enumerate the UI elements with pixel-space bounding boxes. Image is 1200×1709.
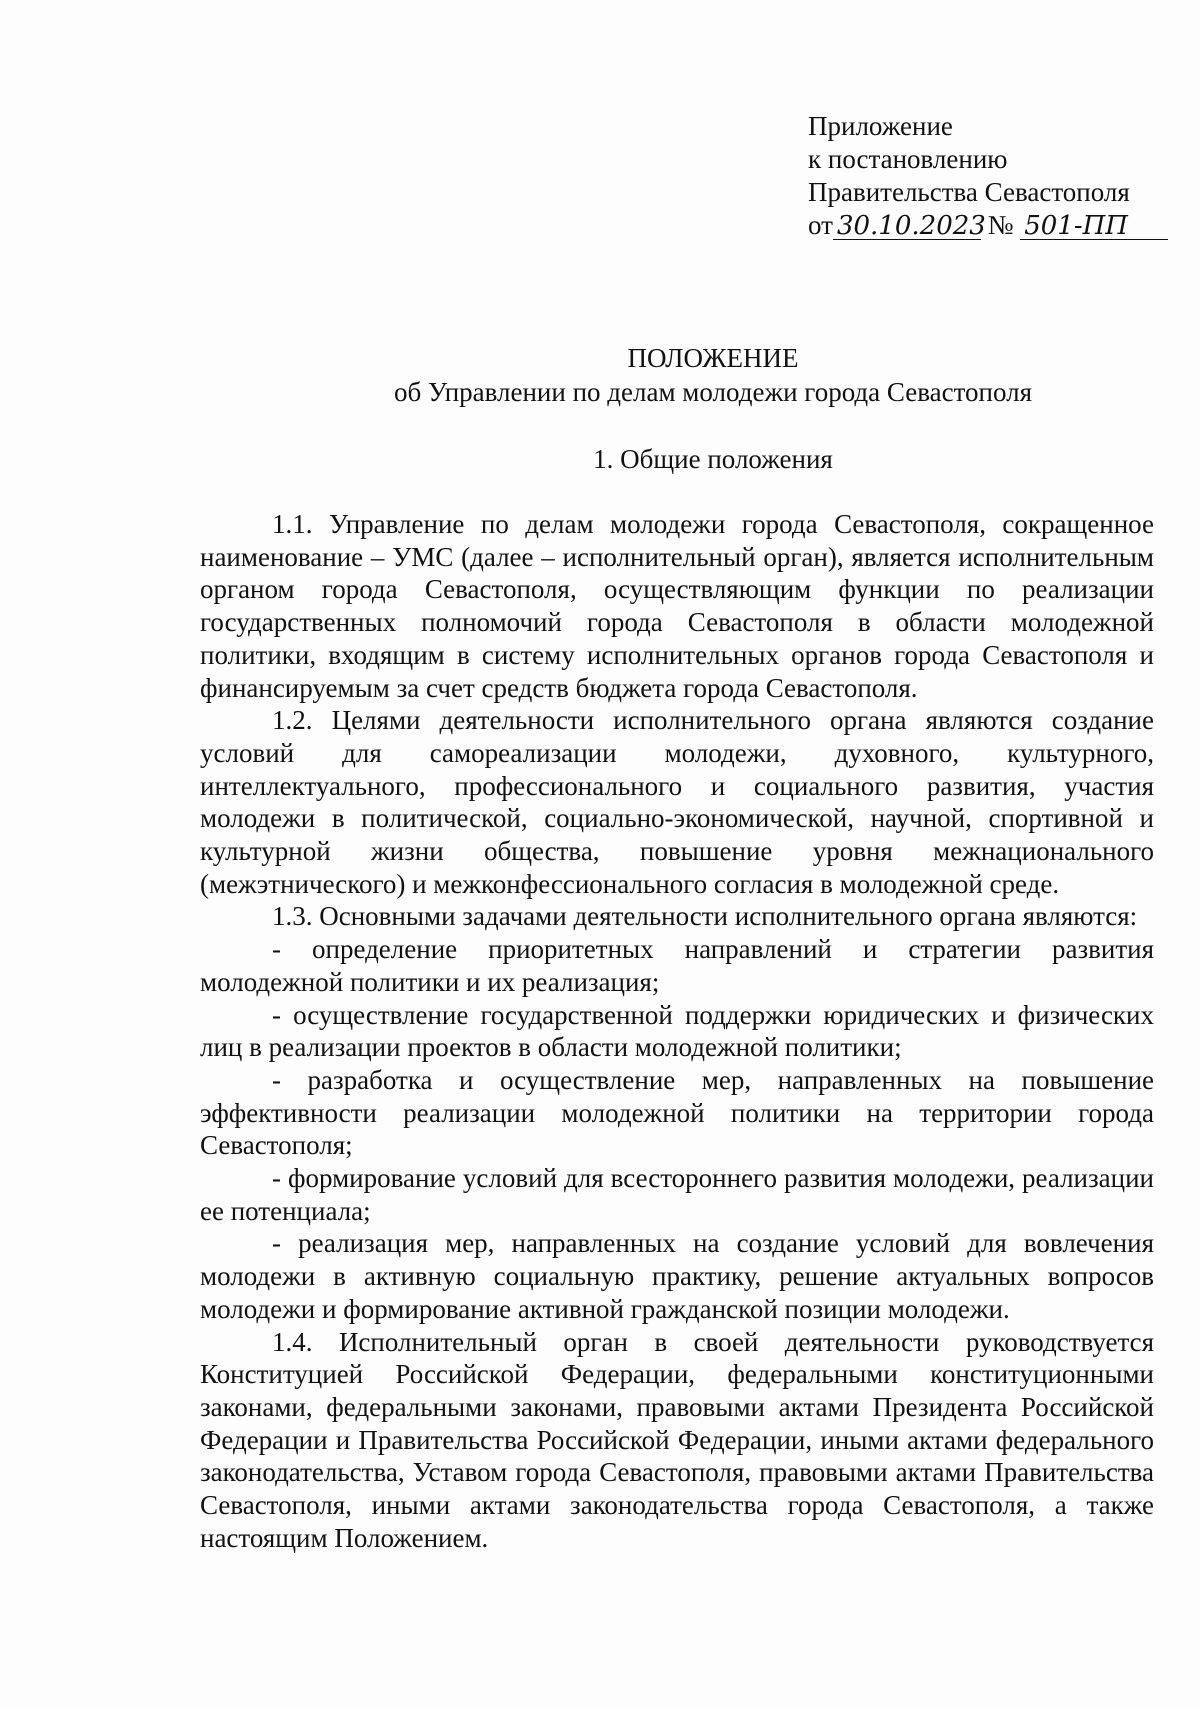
list-item-task-5: - реализация мер, направленных на создание условий для вовлечения молодежи в активную социальную практику, решение актуальных вопросов молодежи и формирование активной гражданской позиции молодежи.: [200, 1228, 1154, 1324]
annex-block: [808, 110, 1168, 242]
paragraph-1-3: 1.3. Основными задачами деятельности исполнительного органа являются:: [272, 901, 1138, 932]
list-item-task-4: - формирование условий для всестороннего развития молодежи, реализации ее потенциала;: [200, 1163, 1154, 1226]
list-item-task-1: - определение приоритетных направлений и стратегии развития молодежной политики и их реализация;: [200, 934, 1154, 997]
document-subtitle: об Управлении по делам молодежи города Севастополя: [393, 377, 1033, 407]
annex-number-label: №: [987, 210, 1014, 240]
list-item-task-2: - осуществление государственной поддержки юридических и физических лиц в реализации проектов в области молодежной политики;: [200, 999, 1154, 1063]
annex-date-number-line: [808, 209, 1168, 242]
annex-handwritten-date: 30.10.2023: [833, 213, 981, 240]
document-title: ПОЛОЖЕНИЕ: [627, 343, 799, 373]
document-body: [200, 508, 1154, 1555]
paragraph-1-4: 1.4. Исполнительный орган в своей деятельности руководствуется Конституцией Российской Федерации, федеральными конституционными законами, федеральными законами, правовыми актами Президента Российской Федерации и Правительства Российской Федерации, иными актами федерального законодательства, Уставом города Севастополя, правовыми актами Правительства Севастополя, иными актами законодательства города Севастополя, а также настоящим Положением.: [200, 1326, 1154, 1553]
annex-line-2: к постановлению: [808, 144, 1008, 174]
annex-line-3: Правительства Севастополя: [808, 177, 1130, 207]
list-item-task-3: - разработка и осуществление мер, направленных на повышение эффективности реализации молодежной политики на территории города Севастополя;: [200, 1064, 1154, 1161]
section-heading: 1. Общие положения: [593, 444, 833, 474]
annex-from-label: от: [808, 210, 833, 240]
annex-line-1: Приложение: [808, 111, 953, 141]
paragraph-1-1: 1.1. Управление по делам молодежи города Севастополя, сокращенное наименование – УМС (далее – исполнительный орган), является исполнительным органом города Севастополя, осуществляющим функции по реализации государственных полномочий города Севастополя в области молодежной политики, входящим в систему исполнительных органов города Севастополя и финансируемым за счет средств бюджета города Севастополя.: [200, 509, 1154, 703]
paragraph-1-2: 1.2. Целями деятельности исполнительного органа являются создание условий для самореализации молодежи, духовного, культурного, интеллектуального, профессионального и социального развития, участия молодежи в политической, социально-экономической, научной, спортивной и культурной жизни общества, повышение уровня межнационального (межэтнического) и межконфессионального согласия в молодежной среде.: [200, 705, 1154, 899]
annex-handwritten-number: 501-ПП: [1020, 213, 1168, 240]
